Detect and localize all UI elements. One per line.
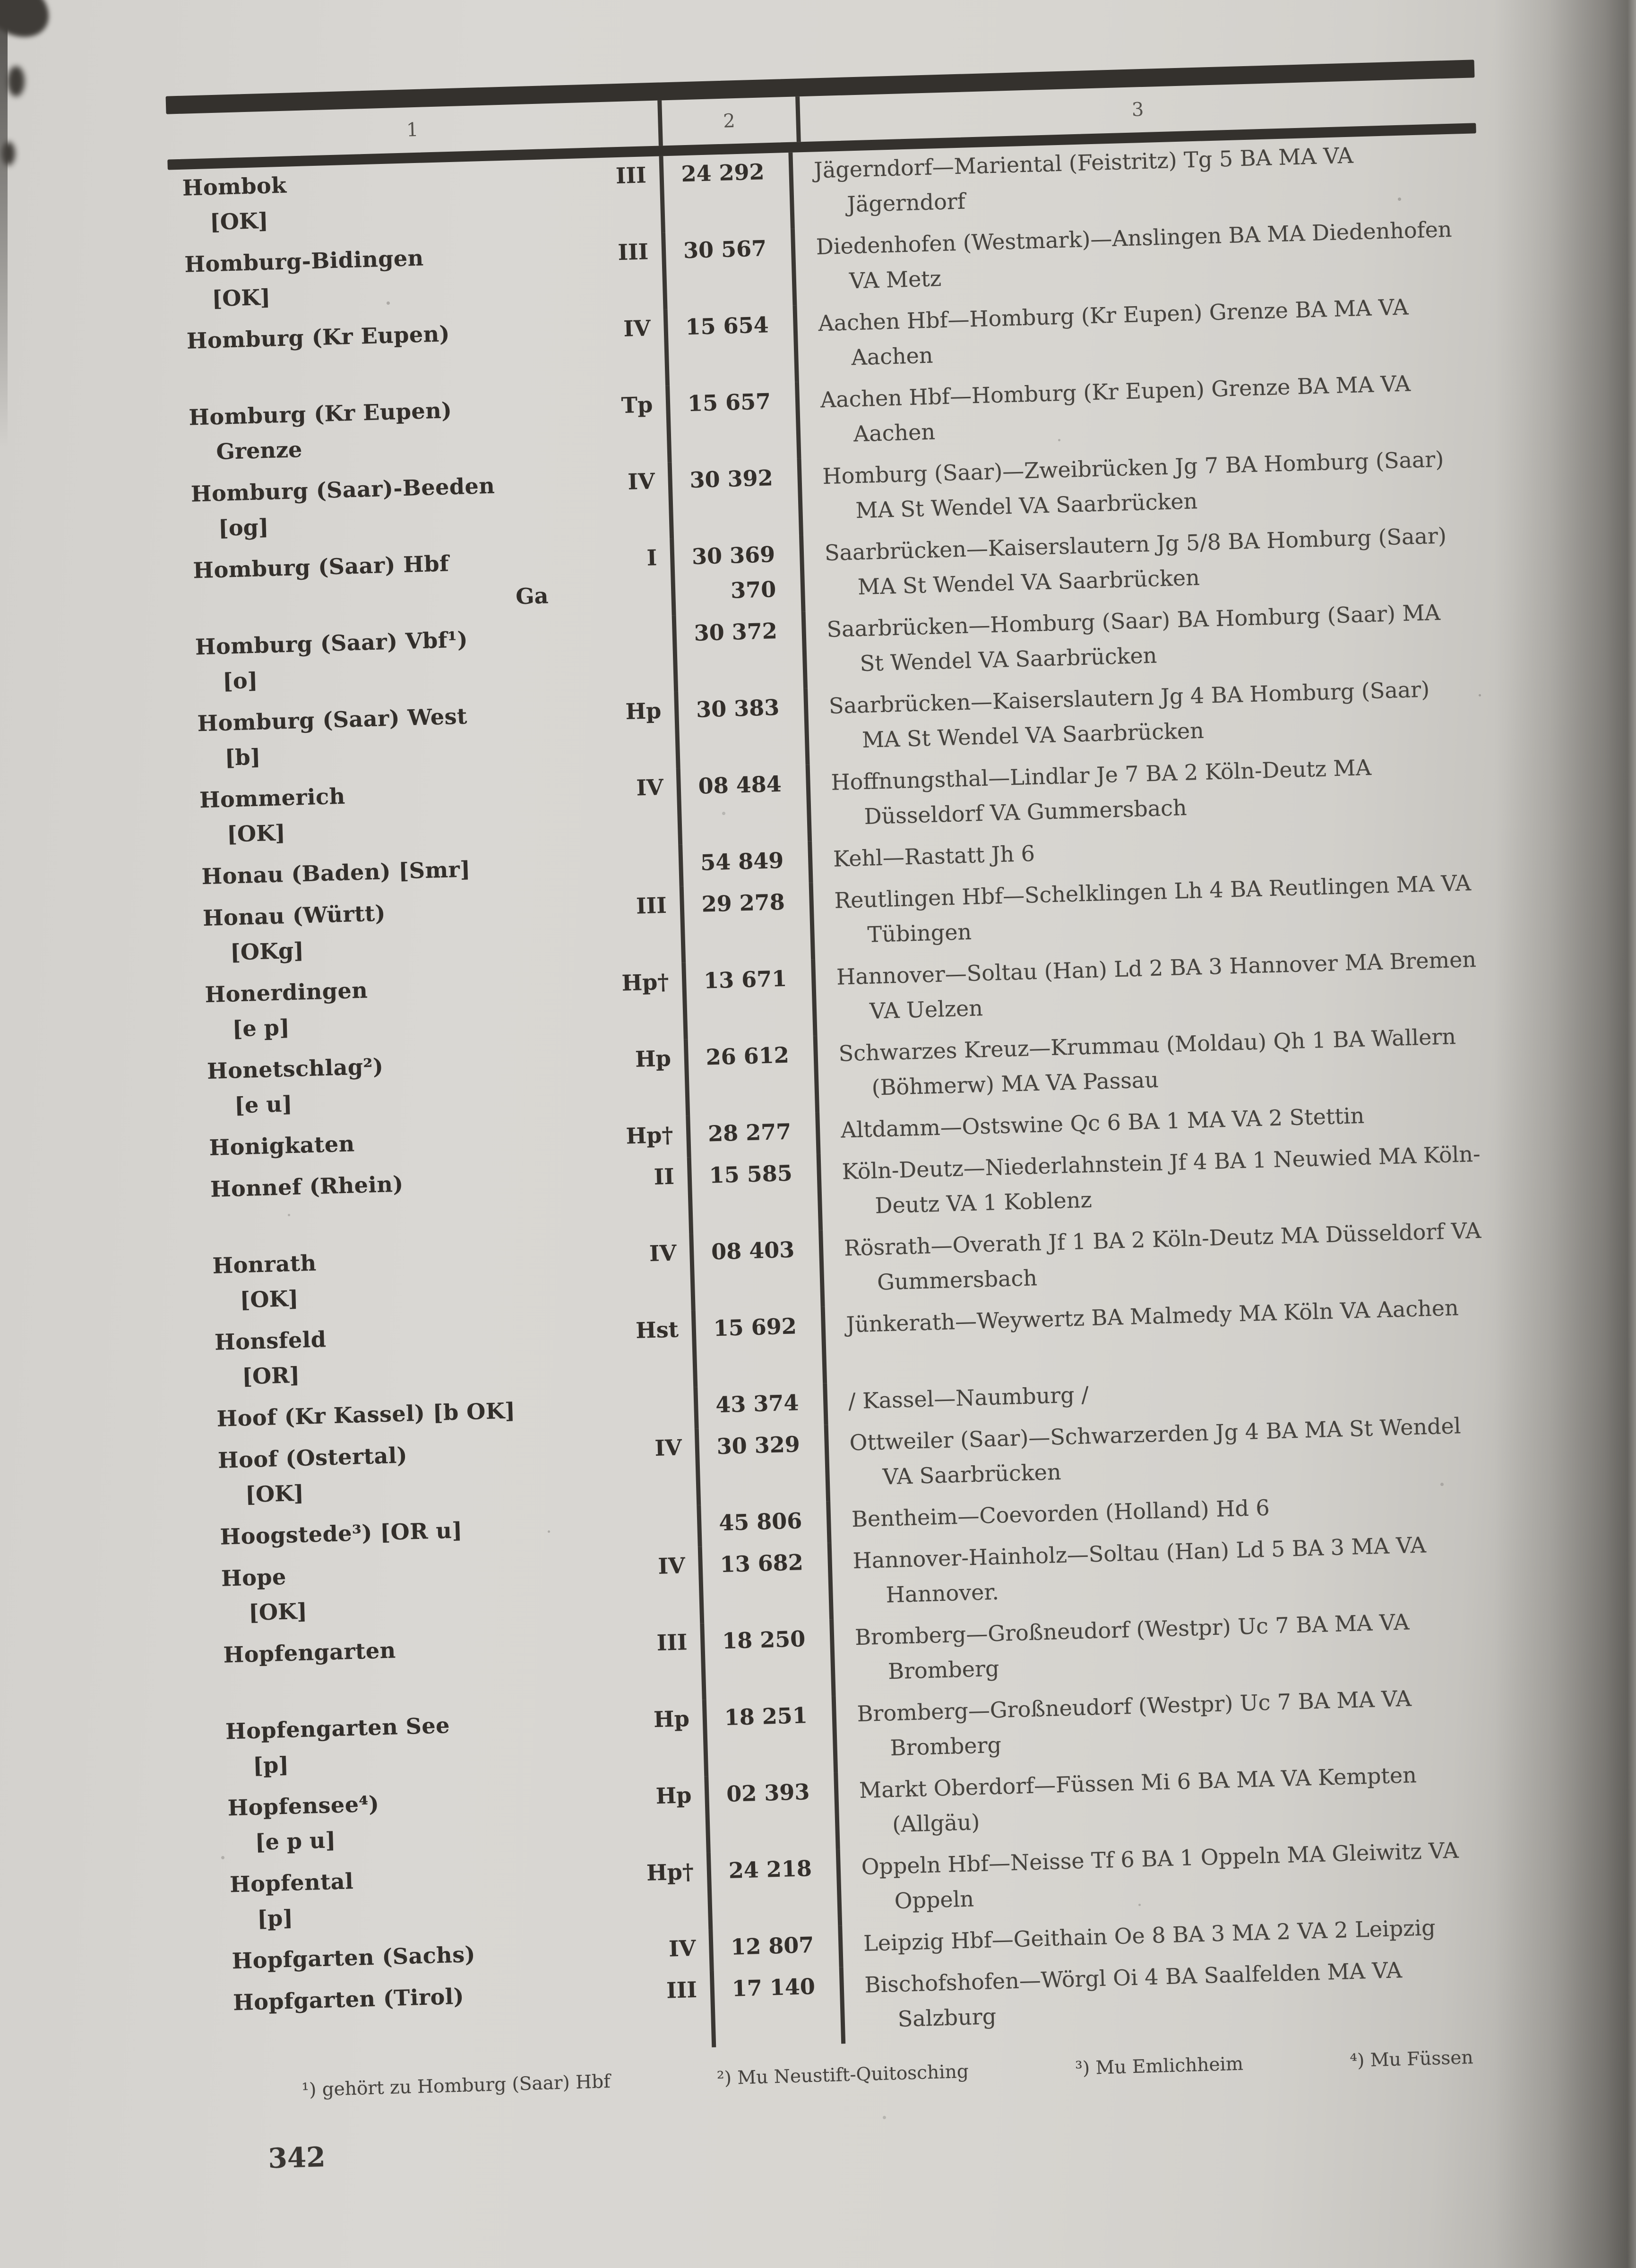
- station-number: 30 567: [683, 235, 767, 264]
- station-name: Hopfengarten: [223, 1637, 396, 1668]
- station-class: I: [646, 545, 657, 571]
- route-info: Hannover-Hainholz—Soltau (Han) Ld 5 BA 3 MA VA Hannover.: [852, 1532, 1427, 1608]
- footnote-3: ³) Mu Emlichheim: [1075, 2053, 1244, 2079]
- station-tag: [OK]: [248, 1598, 308, 1626]
- station-class: III: [617, 239, 649, 266]
- station-class: Hp: [625, 697, 662, 724]
- route-info: Leipzig Hbf—Geithain Oe 8 BA 3 MA 2 VA 2 Leipzig: [863, 1915, 1436, 1956]
- station-tag: Grenze: [215, 436, 302, 464]
- station-number: 45 806: [718, 1508, 802, 1536]
- station-class: Tp: [621, 392, 653, 418]
- station-name: Hoogstede³) [OR u]: [219, 1517, 463, 1550]
- station-name-block: [182, 160, 571, 241]
- station-number-cell: [695, 1425, 830, 1505]
- station-name-block: [199, 772, 588, 852]
- station-number: 30 369: [691, 541, 775, 569]
- station-name: Homburg (Kr Eupen): [188, 397, 453, 430]
- station-number: 08 403: [711, 1237, 795, 1265]
- station-number: 13 671: [703, 965, 787, 994]
- station-number-2: 370: [730, 576, 776, 603]
- station-number-cell: [678, 841, 813, 886]
- station-tag: [OK]: [209, 207, 269, 235]
- station-number-cell: [665, 382, 801, 462]
- route-info: Jünkerath—Weywertz BA Malmedy MA Köln VA Aachen: [845, 1295, 1459, 1338]
- column-header-1: 1: [406, 119, 419, 141]
- station-cell: [174, 386, 667, 476]
- station-class: IV: [649, 1240, 677, 1267]
- station-number: 15 585: [708, 1160, 793, 1188]
- station-tag: [OK]: [239, 1285, 299, 1313]
- station-cell: [183, 692, 676, 782]
- station-number: 08 484: [697, 771, 782, 799]
- station-number-cell: [691, 1307, 827, 1387]
- station-name: Honnef (Rhein): [210, 1171, 404, 1202]
- station-number: 24 218: [728, 1855, 812, 1883]
- station-name-block: [225, 1703, 614, 1784]
- station-cell: [185, 768, 678, 859]
- station-name-block: [190, 466, 580, 547]
- route-info: Kehl—Rastatt Jh 6: [833, 840, 1035, 872]
- station-name-block: [197, 695, 586, 776]
- station-name: Hopfengarten See: [225, 1712, 450, 1744]
- route-info: Bromberg—Großneudorf (Westpr) Uc 7 BA MA VA Bromberg: [854, 1609, 1410, 1684]
- station-name: Homburg (Saar)-Beeden: [190, 472, 495, 507]
- station-name-block: [205, 966, 594, 1047]
- station-class: Hp†: [646, 1858, 694, 1886]
- station-number: 29 278: [701, 889, 785, 917]
- station-cell: [196, 1158, 689, 1248]
- station-number: 30 392: [689, 465, 774, 493]
- station-number-cell: [676, 765, 812, 845]
- page-number: 342: [267, 2140, 326, 2175]
- station-class: IV: [654, 1435, 682, 1461]
- station-class: III: [636, 892, 667, 919]
- station-cell: [170, 233, 663, 323]
- station-cell: [198, 1234, 691, 1324]
- route-info: Oppeln Hbf—Neisse Tf 6 BA 1 Oppeln MA Gleiwitz VA Oppeln: [861, 1837, 1459, 1914]
- station-tag: [e p u]: [255, 1827, 336, 1855]
- station-name: Honetschlag²): [207, 1053, 384, 1084]
- station-number: 15 692: [713, 1313, 797, 1341]
- route-info: Aachen Hbf—Homburg (Kr Eupen) Grenze BA MA VA Aachen: [818, 294, 1409, 370]
- station-name-block: [207, 1043, 596, 1124]
- station-class: III: [615, 162, 647, 189]
- station-number-cell: [687, 1154, 823, 1234]
- station-number: 15 654: [685, 312, 769, 340]
- column-header-2: 2: [657, 96, 801, 146]
- station-name: Homburg (Kr Eupen): [186, 321, 450, 354]
- station-number-cell: [698, 1543, 834, 1624]
- station-name-block: [202, 890, 592, 971]
- station-number-cell: [663, 306, 799, 386]
- station-number-cell: [672, 611, 808, 692]
- station-name: Honrath: [212, 1250, 317, 1279]
- station-name-block: [217, 1432, 607, 1513]
- station-cell: [203, 1429, 697, 1519]
- station-number-cell: [702, 1696, 838, 1776]
- station-number-cell: [686, 1112, 820, 1158]
- scan-artifact: [8, 66, 25, 96]
- route-info: / Kassel—Naumburg /: [848, 1382, 1089, 1414]
- station-cell: [209, 1623, 702, 1713]
- station-class: II: [654, 1163, 675, 1190]
- station-name: Honau (Baden) [Smr]: [201, 856, 471, 890]
- station-class: Hp†: [621, 969, 670, 996]
- route-info: Diedenhofen (Westmark)—Anslingen BA MA Diedenhofen VA Metz: [816, 216, 1453, 294]
- station-number: 02 393: [726, 1779, 810, 1807]
- station-cell: [192, 1040, 686, 1130]
- station-name: Hopfgarten (Sachs): [232, 1941, 476, 1974]
- station-number: 24 292: [680, 159, 765, 187]
- station-class: IV: [636, 774, 664, 801]
- station-name: Hopfgarten (Tirol): [232, 1983, 465, 2016]
- route-info: Hannover—Soltau (Han) Ld 2 BA 3 Hannover MA Bremen VA Uelzen: [836, 946, 1477, 1024]
- footnote-2: ²) Mu Neustift-Quitosching: [716, 2061, 969, 2089]
- station-number: 12 807: [730, 1932, 815, 1960]
- station-cell: [188, 886, 681, 977]
- station-class: III: [656, 1629, 688, 1656]
- station-name: Homburg-Bidingen: [184, 245, 424, 277]
- station-cell: [172, 309, 665, 399]
- station-class: IV: [627, 468, 655, 495]
- station-class: IV: [623, 315, 651, 342]
- station-name: Hoof (Ostertal): [217, 1442, 408, 1473]
- station-number: 17 140: [732, 1973, 816, 2002]
- station-tag: [OK]: [226, 820, 286, 847]
- station-tag: Ga: [515, 583, 549, 610]
- route-info: Köln-Deutz—Niederlahnstein Jf 4 BA 1 Neuwied MA Köln-Deutz VA 1 Koblenz: [841, 1141, 1481, 1219]
- station-name: Hopfensee⁴): [227, 1791, 380, 1821]
- station-number-cell: [689, 1230, 825, 1311]
- station-tag: [e u]: [234, 1091, 293, 1118]
- station-cell: [213, 1776, 706, 1866]
- table-body: [168, 133, 1529, 2061]
- station-name-block: [227, 1780, 617, 1861]
- station-number: 28 277: [707, 1118, 792, 1147]
- route-info: Saarbrücken—Homburg (Saar) BA Homburg (Saar) MA St Wendel VA Saarbrücken: [826, 599, 1441, 677]
- station-name: Hopfental: [229, 1868, 354, 1898]
- station-cell: [190, 963, 684, 1053]
- route-info: Altdamm—Ostswine Qc 6 BA 1 MA VA 2 Stettin: [840, 1102, 1365, 1143]
- route-info: Saarbrücken—Kaiserslautern Jg 4 BA Homburg (Saar) MA St Wendel VA Saarbrücken: [828, 676, 1430, 753]
- station-cell: [179, 539, 672, 629]
- station-name-block: [195, 616, 674, 699]
- station-tag: [og]: [218, 514, 269, 541]
- route-info: Reutlingen Hbf—Schelklingen Lh 4 BA Reutlingen MA VA Tübingen: [834, 870, 1472, 947]
- station-number-cell: [708, 1925, 843, 1971]
- station-name: Homburg (Saar) Vbf¹): [195, 627, 468, 660]
- station-tag: [OK]: [245, 1480, 304, 1508]
- paper-specks: [0, 0, 1, 1]
- station-number-cell: [659, 153, 794, 233]
- station-number-cell: [674, 688, 809, 768]
- station-cell: [215, 1853, 708, 1943]
- station-class: Hp: [635, 1045, 672, 1072]
- station-name-block: [221, 1550, 610, 1631]
- station-class: III: [666, 1976, 697, 2003]
- column-header-3: 3: [1131, 98, 1144, 121]
- station-tag: [b]: [224, 744, 261, 771]
- route-info: Schwarzes Kreuz—Krummau (Moldau) Qh 1 BA Wallern (Böhmerw) MA VA Passau: [838, 1023, 1456, 1100]
- station-number-cell: [693, 1383, 828, 1429]
- route-info: Ottweiler (Saar)—Schwarzerden Jg 4 BA MA St Wendel VA Saarbrücken: [849, 1413, 1462, 1490]
- station-number: 18 250: [722, 1626, 806, 1654]
- station-number-cell: [704, 1772, 840, 1853]
- station-tag: [o]: [222, 667, 258, 694]
- station-class: Hp: [653, 1706, 690, 1733]
- route-info: Aachen Hbf—Homburg (Kr Eupen) Grenze BA MA VA Aachen: [820, 370, 1411, 447]
- station-number-cell: [661, 229, 797, 309]
- station-directory-table: [166, 60, 1533, 2176]
- station-name-block: [229, 1856, 619, 1937]
- station-tag: [p]: [257, 1905, 293, 1932]
- station-cell: [176, 462, 670, 552]
- station-number: 30 329: [716, 1431, 801, 1460]
- station-name: Honsfeld: [214, 1326, 327, 1355]
- station-name: Honau (Württ): [202, 900, 386, 931]
- route-info: Rösrath—Overath Jf 1 BA 2 Köln-Deutz MA Düsseldorf VA Gummersbach: [844, 1217, 1481, 1295]
- station-number: 13 682: [719, 1549, 804, 1578]
- station-number: 26 612: [705, 1042, 790, 1070]
- station-number-cell: [670, 535, 805, 615]
- station-number-cell: [697, 1502, 831, 1547]
- route-info: Saarbrücken—Kaiserslautern Jg 5/8 BA Homburg (Saar) MA St Wendel VA Saarbrücken: [824, 523, 1447, 600]
- station-class: IV: [657, 1553, 686, 1579]
- station-tag: [OR]: [241, 1362, 300, 1390]
- scan-artifact: [2, 142, 15, 165]
- station-name: Honigkaten: [208, 1131, 355, 1160]
- route-info: Jägerndorf—Mariental (Feistritz) Tg 5 BA MA VA Jägerndorf: [813, 142, 1354, 217]
- station-number: 43 374: [715, 1390, 800, 1418]
- station-cell: [218, 1971, 712, 2061]
- route-info: Hoffnungsthal—Lindlar Je 7 BA 2 Köln-Deutz MA Düsseldorf VA Gummersbach: [830, 755, 1372, 829]
- station-number-cell: [668, 458, 803, 539]
- station-tag: [OK]: [211, 284, 271, 312]
- station-name-block: [189, 389, 578, 470]
- station-name: Homburg (Saar) Hbf: [192, 550, 450, 584]
- station-name: Hope: [221, 1564, 287, 1591]
- station-class: IV: [668, 1935, 697, 1962]
- route-info: Bromberg—Großneudorf (Westpr) Uc 7 BA MA VA Bromberg: [856, 1685, 1412, 1761]
- station-name-block: [193, 542, 582, 623]
- station-number-cell: [710, 1967, 845, 2047]
- station-number: 30 383: [696, 694, 780, 722]
- station-name-block: [184, 236, 573, 317]
- station-class: Hst: [635, 1316, 679, 1343]
- station-number: 30 372: [693, 618, 778, 646]
- station-number: 54 849: [700, 847, 784, 876]
- station-cell: [211, 1700, 704, 1790]
- station-number-cell: [680, 883, 815, 963]
- station-tag: [e p]: [232, 1014, 290, 1042]
- scan-artifact: [0, 0, 60, 49]
- route-info: Homburg (Saar)—Zweibrücken Jg 7 BA Homburg (Saar) MA St Wendel VA Saarbrücken: [822, 446, 1444, 524]
- station-name-block: [212, 1237, 602, 1318]
- route-info: Bentheim—Coevorden (Holland) Hd 6: [851, 1495, 1270, 1532]
- station-tag: [OKg]: [230, 937, 304, 965]
- station-cell: [181, 615, 674, 705]
- station-cell: [168, 156, 661, 247]
- station-cell: [200, 1311, 693, 1401]
- station-class: Hp†: [625, 1122, 674, 1149]
- station-name: Hommerich: [199, 783, 346, 813]
- station-number-cell: [700, 1619, 835, 1700]
- route-info: Bischofshofen—Wörgl Oi 4 BA Saalfelden MA VA Salzburg: [864, 1957, 1403, 2032]
- station-number: 18 251: [723, 1702, 808, 1730]
- station-number: 15 657: [687, 388, 771, 417]
- station-name: Hoof (Kr Kassel) [b OK]: [216, 1398, 516, 1432]
- station-name: Homburg (Saar) West: [197, 703, 468, 737]
- station-name-block: [214, 1314, 603, 1395]
- station-name: Honerdingen: [204, 977, 368, 1008]
- station-cell: [207, 1546, 700, 1637]
- station-number-cell: [681, 959, 817, 1040]
- route-info: Markt Oberdorf—Füssen Mi 6 BA MA VA Kempten (Allgäu): [859, 1762, 1417, 1838]
- station-number-cell: [684, 1036, 819, 1116]
- station-name: Hombok: [182, 172, 287, 201]
- footnote-4: ⁴) Mu Füssen: [1349, 2047, 1474, 2072]
- station-number-cell: [706, 1849, 842, 1929]
- station-tag: [p]: [252, 1752, 289, 1778]
- station-class: Hp: [655, 1782, 692, 1809]
- footnote-1: ¹) gehört zu Homburg (Saar) Hbf: [301, 2071, 611, 2101]
- left-edge-shadow: [0, 0, 8, 449]
